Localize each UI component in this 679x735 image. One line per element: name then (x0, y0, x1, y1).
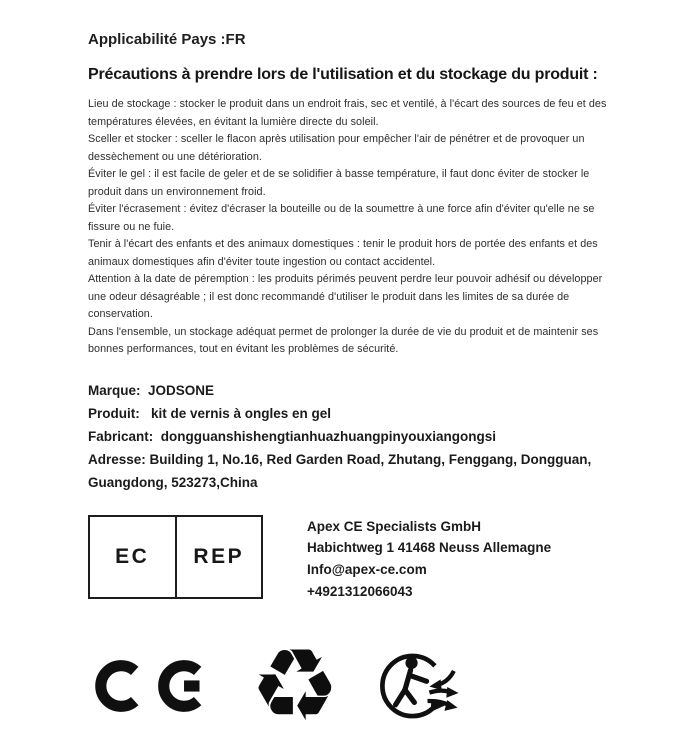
representative-email: Info@apex-ce.com (307, 561, 427, 577)
triman-icon (373, 648, 467, 724)
ce-mark-icon (95, 658, 215, 714)
precautions-text-block (88, 96, 639, 359)
product-info-block (88, 379, 646, 494)
applicability-country-title: Applicabilité Pays :FR (88, 31, 246, 48)
precaution-line: Éviter l'écrasement : évitez d'écraser la bouteille ou de la soumettre à une force afin d'éviter qu'elle ne se (88, 203, 595, 215)
representative-name: Apex CE Specialists GmbH (307, 518, 482, 534)
manufacturer-row: Fabricant: dongguanshishengtianhuazhuangpinyouxiangongsi (88, 428, 496, 444)
precaution-line: conservation. (88, 308, 153, 320)
representative-phone: +4921312066043 (307, 583, 413, 599)
precaution-line: Lieu de stockage : stocker le produit dans un endroit frais, sec et ventilé, à l'écart des sources de feu et des (88, 98, 607, 110)
rep-cell: REP (193, 544, 245, 568)
address-row: Adresse: Building 1, No.16, Red Garden Road, Zhutang, Fenggang, Dongguan, Guangdong, 523273,China (88, 451, 596, 490)
precaution-line: Sceller et stocker : sceller le flacon après utilisation pour empêcher l'air de pénétrer et de provoquer un (88, 133, 585, 145)
precautions-section-title: Précautions à prendre lors de l'utilisation et du stockage du produit : (88, 66, 598, 83)
precaution-line: Attention à la date de péremption : les produits périmés peuvent perdre leur pouvoir adhésif ou développer (88, 273, 603, 285)
precaution-line: Dans l'ensemble, un stockage adéquat permet de prolonger la durée de vie du produit et de maintenir ses (88, 325, 599, 338)
precaution-line: bonnes performances, tout en évitant les problèmes de sécurité. (88, 343, 399, 355)
precaution-line: dessèchement ou une détérioration. (88, 150, 262, 163)
ec-rep-section (88, 515, 639, 603)
brand-row: Marque: JODSONE (88, 382, 215, 398)
compliance-symbols-row (95, 627, 639, 735)
precaution-line: produit dans un environnement froid. (88, 185, 266, 198)
precaution-line: une odeur désagréable ; il est donc recommandé d'utiliser le produit dans les limites de sa durée de (88, 290, 570, 303)
eu-representative-address (307, 515, 551, 603)
representative-street: Habichtweg 1 41468 Neuss Allemagne (307, 540, 552, 556)
precaution-line: fissure ou ne fuie. (88, 220, 175, 233)
precaution-line: animaux domestiques afin d'éviter toute ingestion ou contact accidentel. (88, 255, 436, 268)
recycling-mobius-loop-icon: ♻ (250, 627, 340, 735)
product-row: Produit: kit de vernis à ongles en gel (88, 405, 332, 421)
ec-cell: EC (90, 517, 177, 597)
precaution-line: Tenir à l'écart des enfants et des animaux domestiques : tenir le produit hors de portée des enfants et des (88, 238, 598, 250)
ec-rep-symbol (88, 515, 263, 599)
precaution-line: Éviter le gel : il est facile de geler et de se solidifier à basse température, il faut donc éviter de stocker le (88, 168, 590, 180)
precaution-line: températures élevées, en évitant la lumière directe du soleil. (88, 115, 379, 128)
